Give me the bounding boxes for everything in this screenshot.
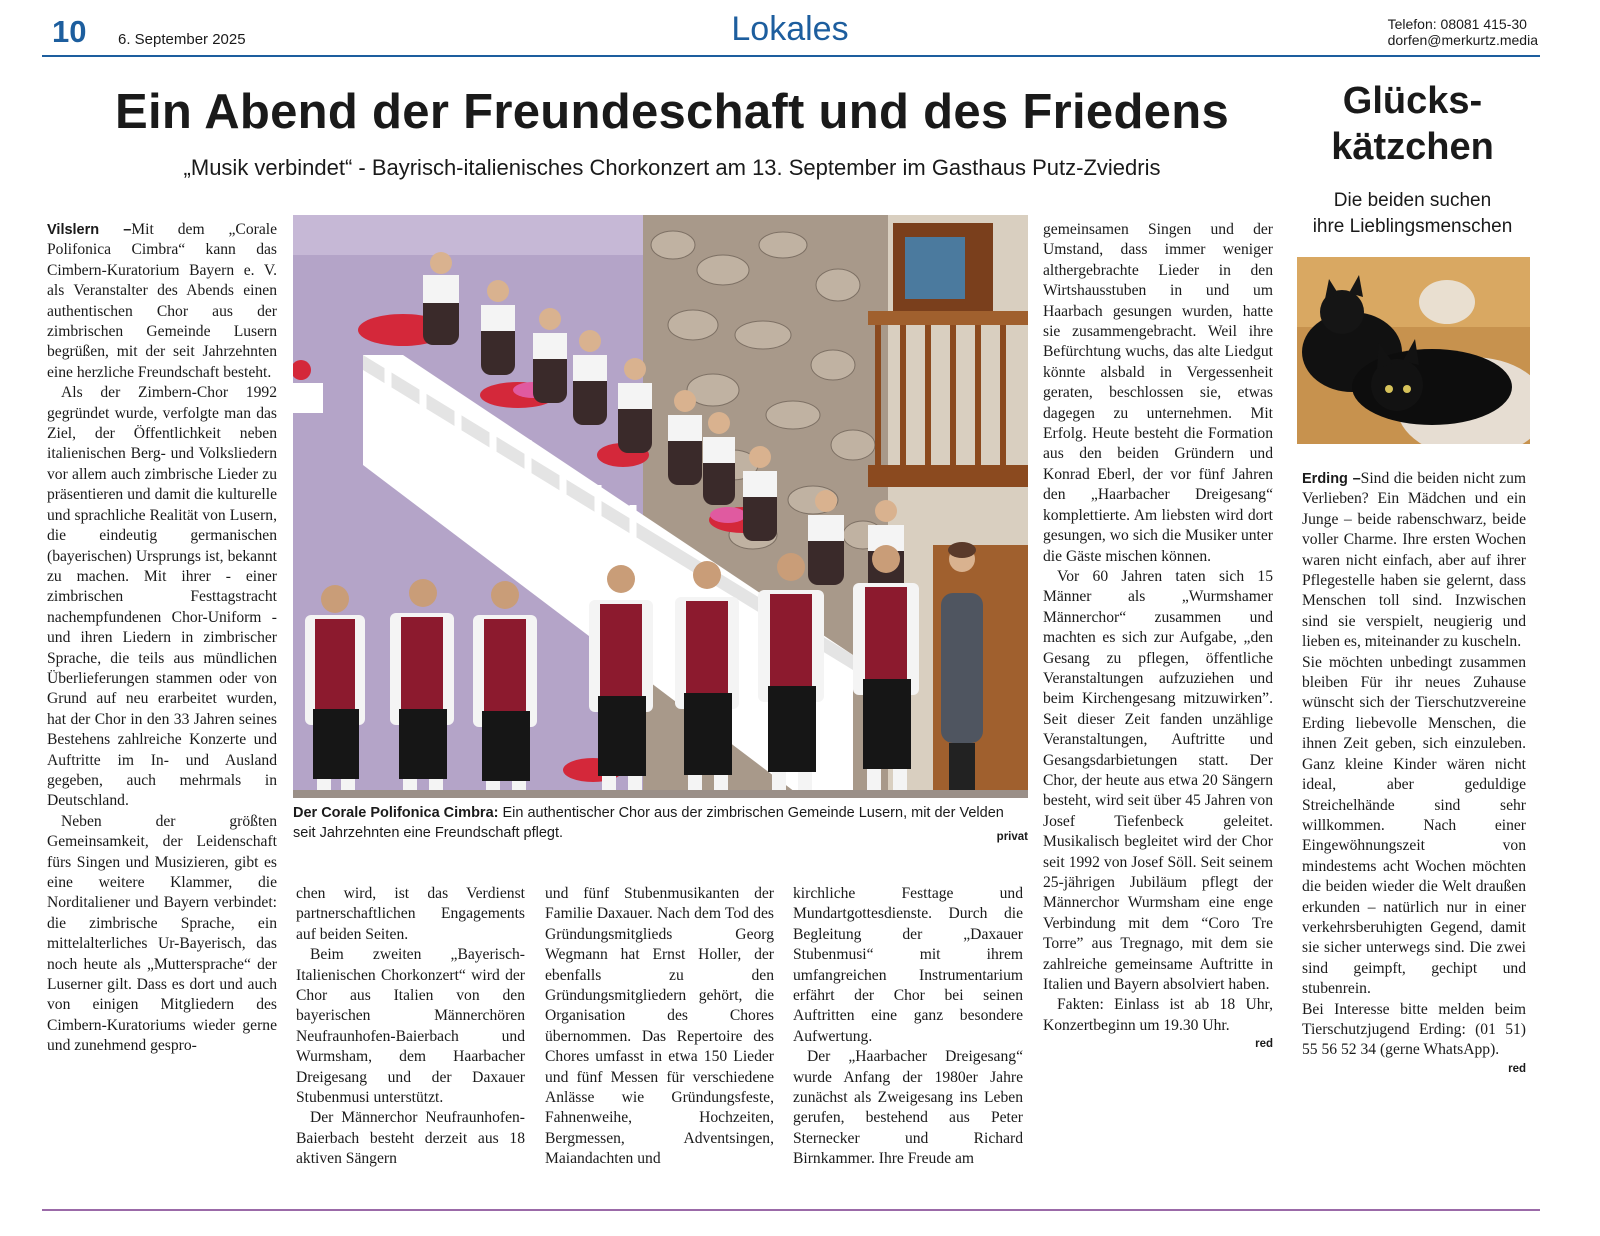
issue-date: 6. September 2025 (118, 31, 246, 48)
article-dateline: Vilslern – (47, 222, 132, 238)
article-column-2 (296, 884, 525, 1170)
sidebar-paragraph: Sie möchten unbedingt zusammen bleiben Für ihr neues Zuhause wünscht sich der Tierschutzvereine Erding liebevolle Menschen, die ihnen Zeit geben, sich einzuleben. Ganz kleine Kinder wären nicht ideal, aber geduldige Streichelhände sind sehr willkommen. Nach einer Eingewöhnungszeit von mindestems acht Wochen möchten die beiden wieder die Welt draußen erkunden – natürlich nur in einer verkehrsberuhigten Gegend, damit sie sicher unterwegs sind. Die zwei sind geimpft, gechipt und stubenrein. (1302, 653, 1526, 998)
article-column-5 (1043, 220, 1273, 1050)
footer-rule (42, 1209, 1540, 1211)
article-paragraph: Vor 60 Jahren taten sich 15 Männer als „Wurmshamer Männerchor“ zusammen und machten es sich zur Aufgabe, „den Gesang zu pflegen, öffentliche Veranstaltungen aufzuziehen und beim Kirchengesang mitzuwirken”. Seit dieser Zeit fanden unzählige Veranstaltungen, Auftritte und Gesangsdarbietungen statt. Der Chor, der heute aus etwa 20 Sängern besteht, wird seit über 45 Jahren von Josef Tiefenbeck geleitet. Musikalisch begleitet wird der Chor seit 1992 von Josef Söll. Seit seinem 25-jährigen Jubiläum pflegt der Männerchor Wurmsham eine enge Verbindung mit dem “Coro Tre Torre” aus Tregnago, mit dem sie zahlreiche gemeinsame Auftritte in Italien und Bayern absolviert haben. (1043, 567, 1273, 994)
photo-caption (293, 803, 1028, 843)
contact-email: dorfen@merkurtz.media (1387, 32, 1538, 48)
sidebar-paragraph: Bei Interesse bitte melden beim Tierschutzjugend Erding: (01 51) 55 56 52 34 (gerne WhatsApp). (1302, 1000, 1526, 1059)
sidebar-paragraph: Erding –Sind die beiden nicht zum Verlieben? Ein Mädchen und ein Junge – beide rabenschwarz, beide voller Charme. Ihre ersten Wochen waren nicht einfach, aber auf ihrer Pflegestelle haben sie gelernt, dass Menschen toll sind. Inzwischen sind sie verspielt, neugierig und lieben es, miteinander zu kuscheln. (1302, 470, 1526, 651)
section-title: Lokales (731, 10, 849, 48)
article-paragraph: Beim zweiten „Bayerisch-Italienischen Chorkonzert“ wird der Chor aus Italien von den bayerischen Männerchören Neufraunhofen-Baierbach und Wurmsham, dem Haarbacher Dreigesang und der Daxauer Stubenmusi unterstützt. (296, 946, 525, 1107)
article-paragraph: und fünf Stubenmusikanten der Familie Daxauer. Nach dem Tod des Gründungsmitglieds Georg Wegmann hat Ernst Holler, der ebenfalls zu den Gründungsmitgliedern gehört, die Organisation des Chores übernommen. Das Repertoire des Chores umfasst in etwa 150 Lieder und fünf Messen für verschiedene Anlässe wie Gründungsfeste, Fahnenweihe, Hochzeiten, Bergmessen, Adventsingen, Maiandachten und (545, 885, 774, 1168)
article-column-1 (47, 220, 277, 1057)
header-rule (42, 55, 1540, 57)
article-column-4 (793, 884, 1023, 1170)
article-column-3 (545, 884, 774, 1170)
article-paragraph: gemeinsamen Singen und der Umstand, dass immer weniger althergebrachte Lieder in den Wirtshausstuben in und um Haarbach gesungen wurden, hatte sie zusammengebracht. Weil ihre Befürchtung wuchs, das alte Liedgut könnte alsbald in Vergessenheit geraten, beschlossen sie, etwas dagegen zu unternehmen. Mit Erfolg. Heute besteht die Formation aus den beiden Gründern und Konrad Eberl, der vor fünf Jahren den „Haarbacher Dreigesang“ komplettierte. Am liebsten wird dort gesungen, wo sich die Musiker unter die Gäste mischen können. (1043, 221, 1273, 565)
article-credit: red (1255, 1038, 1273, 1051)
page-number: 10 (52, 14, 87, 49)
choir-photo (293, 215, 1028, 798)
article-paragraph: Neben der größten Gemeinsamkeit, der Leidenschaft fürs Singen und Musizieren, gibt es eine weitere Klammer, die Norditaliener und Bayern verbindet: die zimbrische Sprache, ein mittelalterliches Ur-Bayerisch, das noch heute als „Muttersprache“ der Luserner gilt. Dass es dort und auch von einigen Mitgliedern des Cimbern-Kuratoriums wieder gerne und zunehmend gespro- (47, 812, 277, 1055)
article-paragraph: kirchliche Festtage und Mundartgottesdienste. Durch die Begleitung der „Daxauer Stubenmusi“ mit ihrem umfangreichen Instrumentarium erfährt der Chor bei seinen Auftritten eine ganz besondere Aufwertung. (793, 885, 1023, 1045)
contact-phone: Telefon: 08081 415-30 (1387, 16, 1527, 32)
sidebar-credit: red (1508, 1062, 1526, 1075)
photo-credit: privat (996, 831, 1028, 843)
article-headline: Ein Abend der Freundeschaft und des Friedens (114, 85, 1230, 139)
caption-lead: Der Corale Polifonica Cimbra: (293, 805, 499, 821)
sidebar-dateline: Erding – (1302, 471, 1361, 487)
sidebar-text (1302, 469, 1526, 1075)
article-subheadline: „Musik verbindet“ - Bayrisch-italienisches Chorkonzert am 13. September im Gasthaus Putz-Zviedris (183, 155, 1161, 180)
article-paragraph: Der Männerchor Neufraunhofen-Baierbach besteht derzeit aus 18 aktiven Sängern (296, 1109, 525, 1168)
contact-info (1388, 16, 1538, 48)
article-paragraph: Vilslern –Mit dem „Corale Polifonica Cimbra“ kann das Cimbern-Kuratorium Bayern e. V. als Veranstalter des Abends einen authentischen Chor aus der zimbrischen Gemeinde Lusern begrüßen, mit der seit Jahrzehnten eine herzliche Freundschaft besteht. (47, 221, 277, 381)
caption-text: Ein authentischer Chor aus der zimbrischen Gemeinde Lusern, mit der Velden seit Jahrzehnten eine Freundschaft pflegt. (293, 805, 1004, 841)
sidebar-title: Glücks- kätzchen (1331, 80, 1494, 168)
sidebar-subtitle: Die beiden suchen ihre Lieblingsmenschen (1312, 190, 1513, 237)
kittens-photo (1297, 257, 1530, 444)
article-paragraph: Der „Haarbacher Dreigesang“ wurde Anfang der 1980er Jahre zunächst als Zweigesang ins Leben gerufen, bestehend aus Peter Sternecker und Richard Birnkammer. Ihre Freude am (793, 1048, 1023, 1168)
article-paragraph: Als der Zimbern-Chor 1992 gegründet wurde, verfolgte man das Ziel, der Öffentlichkeit neben italienischen Berg- und Volksliedern vor allem auch zimbrische Lieder zu präsentieren und damit die kulturelle und sprachliche Realität von Lusern, die eindeutig germanischen (bayerischen) Ursprungs ist, bekannt zu machen. Mit ihrer - einer zimbrischen Festtagstracht nachempfundenen Chor-Uniform - und ihren Liedern in zimbrischer Sprache, die teils aus mündlichen Überlieferungen stammen oder von Grund auf neu erarbeitet wurden, hat der Chor in den 33 Jahren seines Bestehens zahlreiche Konzerte und Auftritte im In- und Ausland gegeben, auch mehrmals in Deutschland. (47, 384, 277, 810)
article-paragraph: Fakten: Einlass ist ab 18 Uhr, Konzertbeginn um 19.30 Uhr. (1043, 996, 1273, 1034)
article-paragraph: chen wird, ist das Verdienst partnerschaftlichen Engagements auf beiden Seiten. (296, 885, 525, 943)
